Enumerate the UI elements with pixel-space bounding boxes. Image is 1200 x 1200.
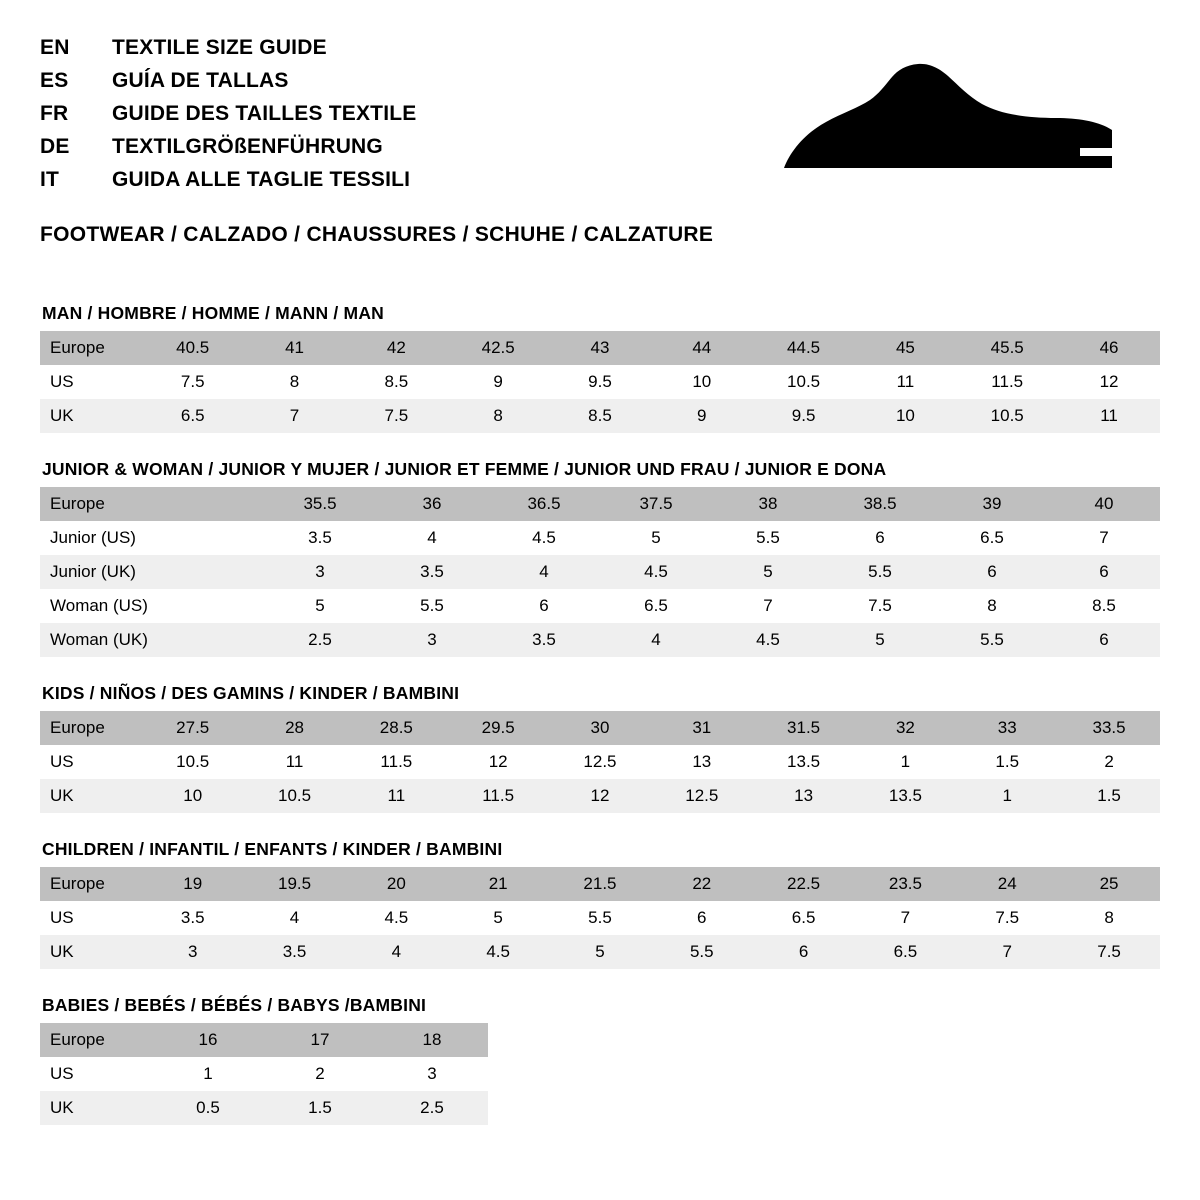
cell: 8.5 xyxy=(1048,589,1160,623)
cell: 21 xyxy=(447,867,549,901)
cell: 5 xyxy=(712,555,824,589)
cell: 1.5 xyxy=(1058,779,1160,813)
cell: 7.5 xyxy=(824,589,936,623)
cell: 5 xyxy=(549,935,651,969)
cell: 8.5 xyxy=(549,399,651,433)
cell: 10.5 xyxy=(142,745,244,779)
cell: 6 xyxy=(651,901,753,935)
table-row xyxy=(40,779,1160,813)
row-label: Woman (US) xyxy=(40,589,152,623)
cell: 11.5 xyxy=(345,745,447,779)
row-label: Junior (US) xyxy=(40,521,152,555)
cell: 6.5 xyxy=(142,399,244,433)
cell: 40 xyxy=(1048,487,1160,521)
category-heading: FOOTWEAR / CALZADO / CHAUSSURES / SCHUHE / CALZATURE xyxy=(40,223,714,246)
cell: 6 xyxy=(753,935,855,969)
cell: 46 xyxy=(1058,331,1160,365)
cell: 8 xyxy=(447,399,549,433)
cell: 1.5 xyxy=(956,745,1058,779)
cell: 28 xyxy=(244,711,346,745)
cell: 12 xyxy=(447,745,549,779)
section-babies xyxy=(40,995,1160,1125)
table-row xyxy=(40,331,1160,365)
cell: 10.5 xyxy=(753,365,855,399)
cell: 45 xyxy=(855,331,957,365)
cell: 9 xyxy=(447,365,549,399)
language-code: DE xyxy=(40,135,70,158)
table-row xyxy=(40,487,1160,521)
row-label: UK xyxy=(40,779,142,813)
cell: 31.5 xyxy=(753,711,855,745)
table-row xyxy=(40,555,1160,589)
cell: 27.5 xyxy=(142,711,244,745)
cell: 5.5 xyxy=(549,901,651,935)
cell: 12 xyxy=(1058,365,1160,399)
language-row-fr xyxy=(40,102,416,135)
cell: 8 xyxy=(244,365,346,399)
size-table-babies xyxy=(40,1023,488,1125)
row-label: UK xyxy=(40,399,142,433)
cell: 7.5 xyxy=(956,901,1058,935)
cell: 6 xyxy=(824,521,936,555)
cell xyxy=(152,623,264,657)
cell: 8 xyxy=(936,589,1048,623)
table-row xyxy=(40,711,1160,745)
cell: 2.5 xyxy=(376,1091,488,1125)
size-table-man xyxy=(40,331,1160,433)
table-row xyxy=(40,365,1160,399)
cell: 11 xyxy=(345,779,447,813)
cell: 13.5 xyxy=(753,745,855,779)
row-label: US xyxy=(40,1057,152,1091)
cell: 29.5 xyxy=(447,711,549,745)
row-label: Junior (UK) xyxy=(40,555,152,589)
language-row-it xyxy=(40,168,416,201)
language-code: IT xyxy=(40,168,60,191)
row-label: US xyxy=(40,365,142,399)
cell: 5 xyxy=(600,521,712,555)
cell: 6 xyxy=(1048,623,1160,657)
cell: 45.5 xyxy=(956,331,1058,365)
cell: 11 xyxy=(244,745,346,779)
cell: 17 xyxy=(264,1023,376,1057)
cell: 7 xyxy=(956,935,1058,969)
cell: 7.5 xyxy=(345,399,447,433)
cell: 6.5 xyxy=(855,935,957,969)
cell: 25 xyxy=(1058,867,1160,901)
language-code: FR xyxy=(40,102,69,125)
cell: 13.5 xyxy=(855,779,957,813)
cell: 5 xyxy=(447,901,549,935)
cell: 4.5 xyxy=(712,623,824,657)
cell: 10.5 xyxy=(956,399,1058,433)
cell: 3 xyxy=(376,623,488,657)
cell: 13 xyxy=(753,779,855,813)
cell: 5 xyxy=(264,589,376,623)
cell: 18 xyxy=(376,1023,488,1057)
cell: 3 xyxy=(142,935,244,969)
cell: 7 xyxy=(1048,521,1160,555)
cell: 37.5 xyxy=(600,487,712,521)
table-row xyxy=(40,745,1160,779)
cell: 1 xyxy=(855,745,957,779)
cell: 10 xyxy=(651,365,753,399)
cell: 3.5 xyxy=(142,901,244,935)
cell: 44 xyxy=(651,331,753,365)
cell: 36.5 xyxy=(488,487,600,521)
cell: 39 xyxy=(936,487,1048,521)
cell: 1 xyxy=(152,1057,264,1091)
section-title: KIDS / NIÑOS / DES GAMINS / KINDER / BAMBINI xyxy=(42,683,460,703)
row-label: Europe xyxy=(40,711,142,745)
section-junior-woman xyxy=(40,459,1160,657)
cell: 4 xyxy=(244,901,346,935)
cell: 3.5 xyxy=(376,555,488,589)
language-code: ES xyxy=(40,69,69,92)
section-title: CHILDREN / INFANTIL / ENFANTS / KINDER / BAMBINI xyxy=(42,839,503,859)
table-row xyxy=(40,589,1160,623)
cell: 38 xyxy=(712,487,824,521)
cell: 35.5 xyxy=(264,487,376,521)
cell: 19 xyxy=(142,867,244,901)
cell: 4.5 xyxy=(600,555,712,589)
section-title: MAN / HOMBRE / HOMME / MANN / MAN xyxy=(42,303,384,323)
row-label: US xyxy=(40,901,142,935)
cell: 43 xyxy=(549,331,651,365)
cell: 3.5 xyxy=(264,521,376,555)
cell: 5.5 xyxy=(936,623,1048,657)
language-title: GUÍA DE TALLAS xyxy=(112,69,289,92)
cell: 33.5 xyxy=(1058,711,1160,745)
table-row xyxy=(40,1057,488,1091)
row-label: US xyxy=(40,745,142,779)
cell: 5.5 xyxy=(376,589,488,623)
section-children xyxy=(40,839,1160,969)
table-row xyxy=(40,1091,488,1125)
cell: 22.5 xyxy=(753,867,855,901)
cell: 30 xyxy=(549,711,651,745)
cell: 9.5 xyxy=(753,399,855,433)
cell: 1.5 xyxy=(264,1091,376,1125)
cell: 3 xyxy=(264,555,376,589)
cell: 11 xyxy=(855,365,957,399)
cell: 7.5 xyxy=(1058,935,1160,969)
cell: 10 xyxy=(855,399,957,433)
cell: 4.5 xyxy=(488,521,600,555)
size-table-junior-woman xyxy=(40,487,1160,657)
cell: 36 xyxy=(376,487,488,521)
cell: 44.5 xyxy=(753,331,855,365)
table-row xyxy=(40,935,1160,969)
cell: 5.5 xyxy=(712,521,824,555)
cell: 6 xyxy=(488,589,600,623)
cell: 4 xyxy=(376,521,488,555)
cell: 2 xyxy=(1058,745,1160,779)
cell: 22 xyxy=(651,867,753,901)
cell: 2 xyxy=(264,1057,376,1091)
cell: 5.5 xyxy=(824,555,936,589)
cell: 11.5 xyxy=(447,779,549,813)
cell: 6.5 xyxy=(600,589,712,623)
cell: 42 xyxy=(345,331,447,365)
language-title: TEXTILE SIZE GUIDE xyxy=(112,36,327,59)
cell: 9.5 xyxy=(549,365,651,399)
table-row xyxy=(40,867,1160,901)
row-label: Woman (UK) xyxy=(40,623,152,657)
cell: 7 xyxy=(855,901,957,935)
row-label: UK xyxy=(40,1091,152,1125)
cell: 21.5 xyxy=(549,867,651,901)
cell: 41 xyxy=(244,331,346,365)
cell: 11 xyxy=(1058,399,1160,433)
table-row xyxy=(40,901,1160,935)
cell: 3 xyxy=(376,1057,488,1091)
cell: 4 xyxy=(345,935,447,969)
language-title: GUIDE DES TAILLES TEXTILE xyxy=(112,102,417,125)
section-man xyxy=(40,303,1160,433)
size-table-children xyxy=(40,867,1160,969)
cell: 19.5 xyxy=(244,867,346,901)
cell: 1 xyxy=(956,779,1058,813)
cell: 0.5 xyxy=(152,1091,264,1125)
row-label: Europe xyxy=(40,867,142,901)
cell: 32 xyxy=(855,711,957,745)
cell xyxy=(152,487,264,521)
cell: 33 xyxy=(956,711,1058,745)
cell: 13 xyxy=(651,745,753,779)
cell: 20 xyxy=(345,867,447,901)
cell xyxy=(152,589,264,623)
language-title: GUIDA ALLE TAGLIE TESSILI xyxy=(112,168,411,191)
cell: 6.5 xyxy=(936,521,1048,555)
cell: 7.5 xyxy=(142,365,244,399)
cell: 8 xyxy=(1058,901,1160,935)
cell: 12 xyxy=(549,779,651,813)
cell: 7 xyxy=(712,589,824,623)
cell: 38.5 xyxy=(824,487,936,521)
cell: 5.5 xyxy=(651,935,753,969)
language-title: TEXTILGRÖßENFÜHRUNG xyxy=(112,135,383,158)
cell: 7 xyxy=(244,399,346,433)
cell: 42.5 xyxy=(447,331,549,365)
table-row xyxy=(40,1023,488,1057)
cell: 3.5 xyxy=(488,623,600,657)
row-label: Europe xyxy=(40,331,142,365)
cell: 12.5 xyxy=(651,779,753,813)
cell: 9 xyxy=(651,399,753,433)
cell: 6 xyxy=(1048,555,1160,589)
dress-shoe-icon xyxy=(780,60,1130,180)
cell: 4 xyxy=(600,623,712,657)
cell: 6 xyxy=(936,555,1048,589)
language-code: EN xyxy=(40,36,70,59)
cell: 4.5 xyxy=(345,901,447,935)
row-label: Europe xyxy=(40,1023,152,1057)
document-header xyxy=(40,36,1160,201)
row-label: Europe xyxy=(40,487,152,521)
cell: 10 xyxy=(142,779,244,813)
language-list xyxy=(40,36,416,201)
cell: 12.5 xyxy=(549,745,651,779)
cell xyxy=(152,555,264,589)
cell: 6.5 xyxy=(753,901,855,935)
language-row-es xyxy=(40,69,416,102)
cell: 11.5 xyxy=(956,365,1058,399)
language-row-de xyxy=(40,135,416,168)
cell: 4.5 xyxy=(447,935,549,969)
cell: 28.5 xyxy=(345,711,447,745)
cell: 5 xyxy=(824,623,936,657)
row-label: UK xyxy=(40,935,142,969)
cell: 23.5 xyxy=(855,867,957,901)
table-row xyxy=(40,521,1160,555)
table-row xyxy=(40,399,1160,433)
cell: 31 xyxy=(651,711,753,745)
cell: 8.5 xyxy=(345,365,447,399)
cell: 3.5 xyxy=(244,935,346,969)
section-title: BABIES / BEBÉS / BÉBÉS / BABYS /BAMBINI xyxy=(42,995,427,1015)
cell: 24 xyxy=(956,867,1058,901)
language-row-en xyxy=(40,36,416,69)
table-row xyxy=(40,623,1160,657)
size-table-kids xyxy=(40,711,1160,813)
section-title: JUNIOR & WOMAN / JUNIOR Y MUJER / JUNIOR ET FEMME / JUNIOR UND FRAU / JUNIOR E DONA xyxy=(42,459,887,479)
cell: 16 xyxy=(152,1023,264,1057)
section-kids xyxy=(40,683,1160,813)
cell: 10.5 xyxy=(244,779,346,813)
cell: 4 xyxy=(488,555,600,589)
cell: 2.5 xyxy=(264,623,376,657)
cell xyxy=(152,521,264,555)
cell: 40.5 xyxy=(142,331,244,365)
